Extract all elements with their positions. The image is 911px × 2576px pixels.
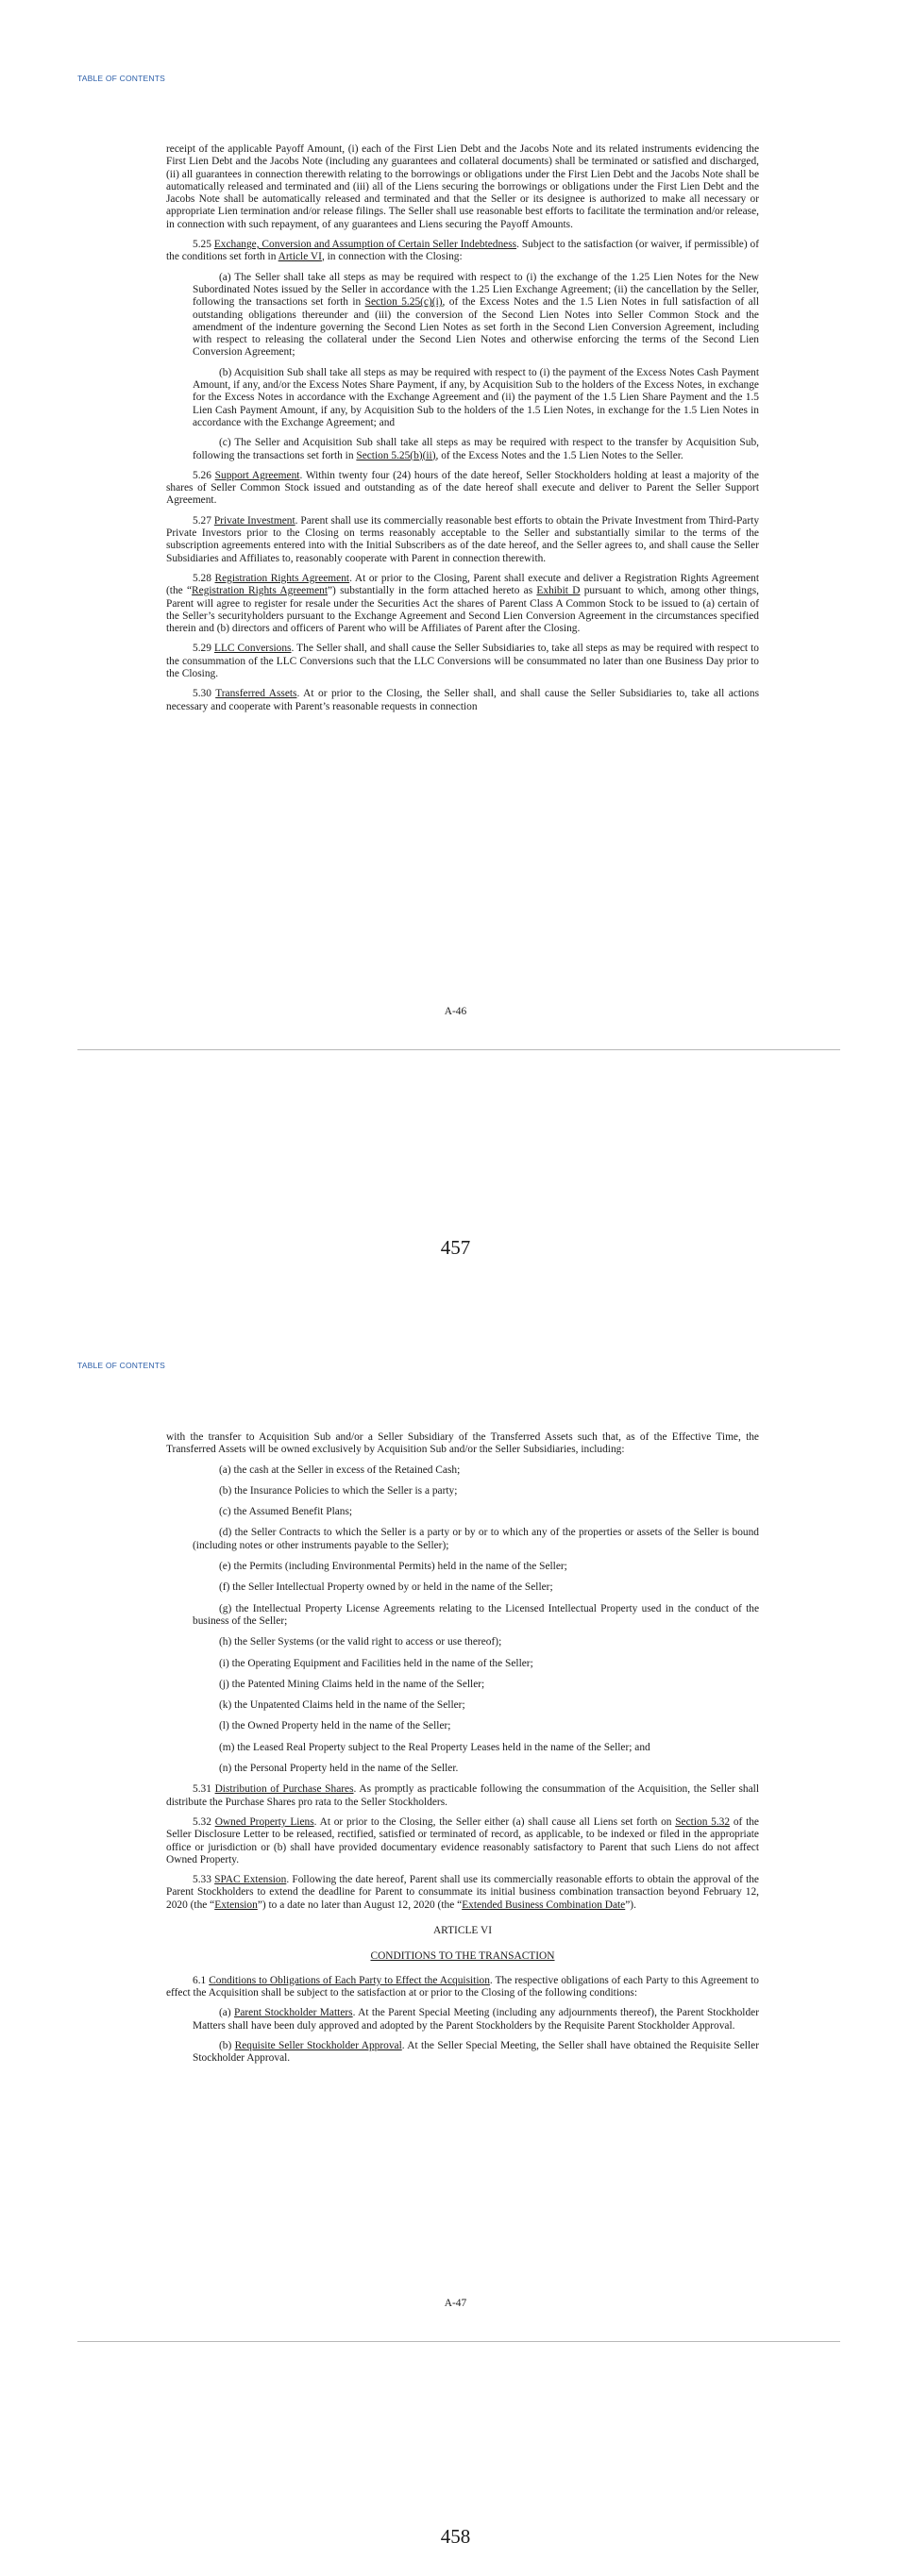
article-title: ARTICLE VI	[432, 1925, 493, 1937]
list-item: (e) the Permits (including Environmental Permits) held in the name of the Seller;	[219, 1561, 567, 1573]
table-of-contents-link[interactable]: TABLE OF CONTENTS	[77, 74, 165, 83]
list-item: (j) the Patented Mining Claims held in the name of the Seller;	[219, 1678, 485, 1690]
list-item: (b) the Insurance Policies to which the Seller is a party;	[219, 1484, 458, 1497]
page-footer-a46: A-46	[444, 1006, 467, 1017]
section-5-25-a: (a) The Seller shall take all steps as may be required with respect to (i) the exchange of the 1.25 Lien Notes for the New Subordinated Notes issued by the Seller in accordance with the 1.25 Lien Exchange Agreement; (ii) the cancellation by the Seller, following the transactions set forth in Section 5.25(c)(i), of the Excess Notes and the 1.5 Lien Notes in full satisfaction of all outstanding obligations thereunder and (iii) the conversion of the Second Lien Notes into Seller Common Stock and the amendment of the indenture governing the Second Lien Notes as set forth in the Second Lien Conversion Agreement, including with respect to releasing the collateral under the Second Lien Notes and otherwise enforcing the terms of the Second Lien Conversion Agreement;	[193, 271, 759, 359]
paragraph-payoff-intro: receipt of the applicable Payoff Amount, (i) each of the First Lien Debt and the Jacobs Note and its related instruments evidencing the First Lien Debt and the Jacobs Note (including any guarantees and collateral documents) shall be terminated or satisfied and discharged, (ii) all guarantees in connection therewith relating to the borrowings or obligations under the First Lien Debt and the Jacobs Note shall be automatically released and terminated and (iii) all of the Liens securing the borrowings or obligations under the First Lien Debt and the Jacobs Note shall be automatically released and terminated and that the Seller or its designee is authorized to make all necessary or appropriate Lien termination and/or release filings. The Seller shall use reasonable best efforts to facilitate the termination and/or release, in connection with such repayment, of any guarantees and Liens securing the Payoff Amounts.	[166, 143, 759, 230]
section-5-29-heading: LLC Conversions	[213, 643, 292, 655]
list-item: (f) the Seller Intellectual Property owned by or held in the name of the Seller;	[219, 1581, 553, 1594]
article-subtitle: CONDITIONS TO THE TRANSACTION	[370, 1950, 555, 1963]
extension-definition: Extension	[214, 1899, 258, 1911]
page-number-457: 457	[440, 1236, 471, 1259]
page-footer-a47: A-47	[444, 2298, 467, 2309]
section-5-25-b-ii-reference: Section 5.25(b)(ii)	[356, 449, 436, 461]
page-number-458: 458	[440, 2525, 471, 2548]
section-5-25-heading: Exchange, Conversion and Assumption of Certain Seller Indebtedness	[213, 239, 517, 251]
section-5-31: 5.31 Distribution of Purchase Shares. As promptly as practicable following the consummation of the Acquisition, the Seller shall distribute the Purchase Shares pro rata to the Seller Stockholders.	[166, 1783, 759, 1808]
section-6-1-a-heading: Parent Stockholder Matters	[233, 2007, 353, 2019]
section-5-29: 5.29 LLC Conversions. The Seller shall, and shall cause the Seller Subsidiaries to, take all steps as may be required with respect to the consummation of the LLC Conversions such that the LLC Conversions will be consummated no later than one Business Day prior to the Closing.	[166, 643, 760, 679]
registration-rights-definition: Registration Rights Agreement	[192, 585, 328, 597]
section-6-1-heading: Conditions to Obligations of Each Party to Effect the Acquisition	[209, 1974, 490, 1986]
section-5-25-b: (b) Acquisition Sub shall take all steps as may be required with respect to (i) the payment of the Excess Notes Cash Payment Amount, if any, and/or the Excess Notes Share Payment, if any, by Acquisition Sub to the holders of the Excess Notes, in exchange for the Excess Notes in accordance with the Exchange Agreement and (ii) the payment of the 1.5 Lien Share Payment and the 1.5 Lien Cash Payment Amount, if any, by Acquisition Sub to the holders of the 1.5 Lien Notes, in exchange for the 1.5 Lien Notes in accordance with the Exchange Agreement; and	[193, 366, 759, 428]
section-5-25-c-i-reference: Section 5.25(c)(i)	[364, 296, 443, 309]
section-5-32: 5.32 Owned Property Liens. At or prior to the Closing, the Seller either (a) shall cause all Liens set forth on Section 5.32 of the Seller Disclosure Letter to be released, rectified, satisfied or terminated of record, as applicable, to be indexed or filed in the appropriate office or jurisdiction or (b) shall have provided documentary evidence reasonably satisfactory to Parent that such Liens do not affect Owned Property.	[166, 1815, 759, 1865]
page-divider	[77, 1049, 840, 1050]
list-item: (l) the Owned Property held in the name of the Seller;	[219, 1720, 451, 1732]
section-5-32-reference: Section 5.32	[675, 1815, 731, 1828]
list-item: (m) the Leased Real Property subject to the Real Property Leases held in the name of the Seller; and	[219, 1741, 650, 1753]
section-5-27-heading: Private Investment	[213, 514, 295, 527]
list-item: (d) the Seller Contracts to which the Seller is a party or by or to which any of the properties or assets of the Seller is bound (including notes or other instruments payable to the Seller);	[193, 1527, 759, 1551]
section-5-26: 5.26 Support Agreement. Within twenty four (24) hours of the date hereof, Seller Stockholders holding at least a majority of the shares of Seller Common Stock issued and outstanding as of the date hereof shall execute and deliver to Parent the Seller Support Agreement.	[166, 469, 759, 507]
section-6-1-a: (a) Parent Stockholder Matters. At the Parent Special Meeting (including any adjournments thereof), the Parent Stockholder Matters shall have been duly approved and adopted by the Parent Stockholders by the Requisite Parent Stockholder Approval.	[193, 2007, 759, 2032]
paragraph-transferred-assets-intro: with the transfer to Acquisition Sub and/or a Seller Subsidiary of the Transferred Assets such that, as of the Effective Time, the Transferred Assets will be owned exclusively by Acquisition Sub and/or the Seller Subsidiaries, including:	[166, 1431, 759, 1456]
exhibit-d-reference: Exhibit D	[536, 585, 581, 597]
list-item: (h) the Seller Systems (or the valid right to access or use thereof);	[219, 1636, 502, 1648]
section-6-1-b-heading: Requisite Seller Stockholder Approval	[234, 2039, 402, 2051]
table-of-contents-link[interactable]: TABLE OF CONTENTS	[77, 1361, 165, 1370]
section-5-32-heading: Owned Property Liens	[214, 1815, 314, 1828]
section-5-28: 5.28 Registration Rights Agreement. At or prior to the Closing, Parent shall execute and deliver a Registration Rights Agreement (the “Registration Rights Agreement”) substantially in the form attached hereto as Exhibit D pursuant to which, among other things, Parent will agree to register for resale under the Securities Act the shares of Parent Class A Common Stock to be issued to (a) certain of the Seller’s securityholders pursuant to the Exchange Agreement and Second Lien Conversion Agreement in the circumstances specified therein and (b) directors and officers of Parent who will be Affiliates of Parent after the Closing.	[166, 572, 759, 635]
list-item: (g) the Intellectual Property License Agreements relating to the Licensed Intellectual Property used in the conduct of the business of the Seller;	[193, 1602, 759, 1627]
list-item: (a) the cash at the Seller in excess of the Retained Cash;	[219, 1464, 461, 1476]
section-5-33-heading: SPAC Extension	[214, 1874, 287, 1886]
document-page-457	[166, 143, 759, 721]
page-divider	[77, 2341, 840, 2342]
extended-date-definition: Extended Business Combination Date	[462, 1899, 626, 1911]
section-5-30: 5.30 Transferred Assets. At or prior to the Closing, the Seller shall, and shall cause the Seller Subsidiaries to, take all actions necessary and cooperate with Parent’s reasonable requests in connection	[166, 688, 760, 712]
document-page-458	[166, 1431, 759, 2072]
section-5-28-heading: Registration Rights Agreement	[214, 572, 350, 584]
section-5-31-heading: Distribution of Purchase Shares	[214, 1783, 354, 1796]
list-item: (n) the Personal Property held in the name of the Seller.	[219, 1763, 459, 1775]
section-6-1-b: (b) Requisite Seller Stockholder Approval. At the Seller Special Meeting, the Seller shall have obtained the Requisite Seller Stockholder Approval.	[193, 2039, 759, 2065]
section-6-1: 6.1 Conditions to Obligations of Each Party to Effect the Acquisition. The respective obligations of each Party to this Agreement to effect the Acquisition shall be subject to the satisfaction at or prior to the Closing of the following conditions:	[166, 1974, 759, 1999]
section-5-25-c: (c) The Seller and Acquisition Sub shall take all steps as may be required with respect to the transfer by Acquisition Sub, following the transactions set forth in Section 5.25(b)(ii), of the Excess Notes and the 1.5 Lien Notes to the Seller.	[193, 437, 759, 461]
list-item: (c) the Assumed Benefit Plans;	[219, 1506, 353, 1518]
list-item: (i) the Operating Equipment and Facilities held in the name of the Seller;	[219, 1657, 533, 1669]
section-5-25: 5.25 Exchange, Conversion and Assumption of Certain Seller Indebtedness. Subject to the satisfaction (or waiver, if permissible) of the conditions set forth in Article VI, in connection with the Closing:	[166, 239, 760, 263]
article-vi-reference: Article VI	[278, 251, 322, 263]
section-5-30-heading: Transferred Assets	[215, 688, 297, 700]
section-5-27: 5.27 Private Investment. Parent shall use its commercially reasonable best efforts to obtain the Private Investment from Third-Party Private Investors prior to the Closing on terms reasonably acceptable to the Seller and substantially similar to the terms of the subscription agreements entered into with the Initial Subscribers as of the date hereof, and the Seller agrees to, and shall cause the Seller Subsidiaries and Affiliates to, reasonably cooperate with Parent in connection therewith.	[166, 514, 760, 564]
section-5-26-heading: Support Agreement	[214, 469, 300, 481]
list-item: (k) the Unpatented Claims held in the name of the Seller;	[219, 1699, 465, 1712]
section-5-33: 5.33 SPAC Extension. Following the date hereof, Parent shall use its commercially reasonable efforts to obtain the approval of the Parent Stockholders to extend the deadline for Parent to consummate its initial business combination transaction beyond February 12, 2020 (the “Extension”) to a date no later than August 12, 2020 (the “Extended Business Combination Date”).	[166, 1874, 759, 1911]
